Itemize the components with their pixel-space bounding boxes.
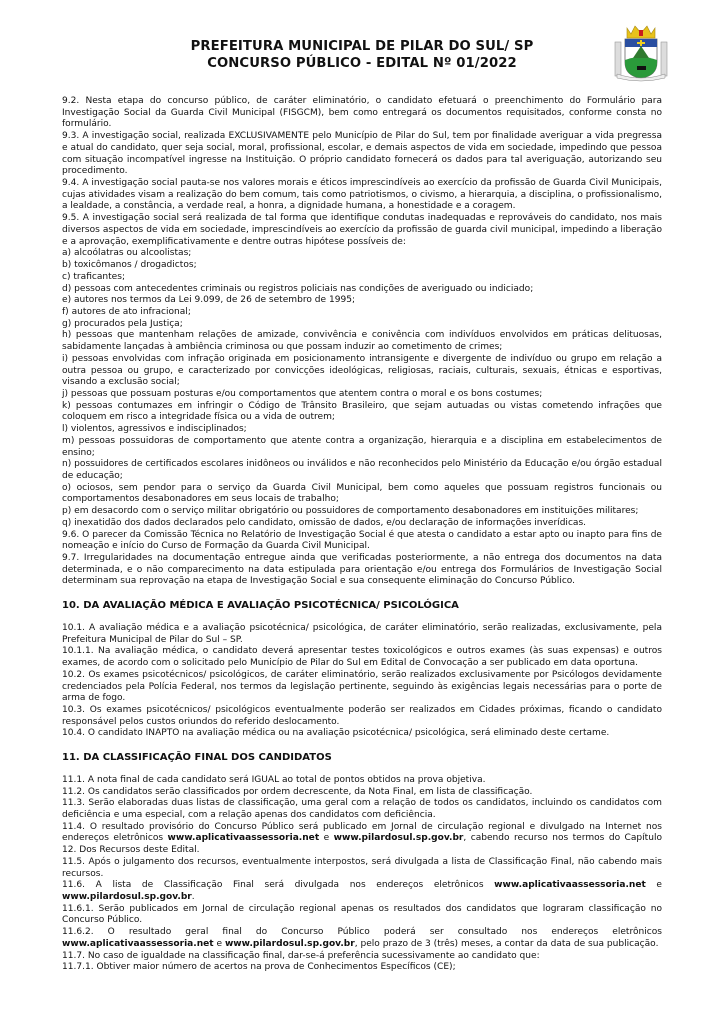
header-title-line2: CONCURSO PÚBLICO - EDITAL Nº 01/2022 (207, 56, 517, 71)
clause-11-6-2-text-a: 11.6.2. O resultado geral final do Concurso Público poderá ser consultado nos endereços eletrônicos (62, 927, 662, 938)
coat-of-arms-logo (613, 24, 669, 82)
list-item: i) pessoas envolvidas com infração originada em posicionamento intransigente e divergente de indivíduo ou grupo em relação a outra pessoa ou grupo, e caracterizado por convicções ideológicas, religiosas, raciais, culturais, sexuais, étnicas e esportivas, visando a exclusão social; (62, 353, 662, 388)
link-aplicativa[interactable]: www.aplicativaassessoria.net (62, 938, 214, 949)
clause-11-5: 11.5. Após o julgamento dos recursos, eventualmente interpostos, será divulgada a lista de Classificação Final, não cabendo mais recursos. (62, 856, 662, 879)
clause-10-4: 10.4. O candidato INAPTO na avaliação médica ou na avaliação psicotécnica/ psicológica, será eliminado deste certame. (62, 728, 610, 739)
clause-9-2: 9.2. Nesta etapa do concurso público, de caráter eliminatório, o candidato efetuará o preenchimento do Formulário para Investigação Social da Guarda Civil Municipal (FISGCM), bem como entregará os documentos requisitados, conforme consta no formulário. (62, 96, 662, 130)
list-item: q) inexatidão dos dados declarados pelo candidato, omissão de dados, e/ou declaração de informações inverídicas. (62, 517, 587, 528)
clause-9-6: 9.6. O parecer da Comissão Técnica no Relatório de Investigação Social é que atesta o candidato a estar apto ou inapto para fins de nomeação e início do Curso de Formação da Guarda Civil Municipal. (62, 529, 662, 552)
clause-9-4: 9.4. A investigação social pauta-se nos valores morais e éticos imprescindíveis ao exercício da profissão de Guarda Civil Municipais, cujas atividades visam a realização do bem comum, tais como patriotismos, o civismo, a hierarquia, a disciplina, o profissionalismo, a lealdade, a constância, a verdade real, a honra, a dignidade humana, a honestidade e a coragem. (62, 178, 662, 212)
clause-10-3: 10.3. Os exames psicotécnicos/ psicológicos eventualmente poderão ser realizados em Cidades próximas, ficando o candidato responsável pelos custos oriundos do referido deslocamento. (62, 704, 662, 727)
section-11-heading: 11. DA CLASSIFICAÇÃO FINAL DOS CANDIDATOS (62, 752, 332, 764)
clause-10-2: 10.2. Os exames psicotécnicos/ psicológicos, de caráter eliminatório, serão realizados exclusivamente por Psicólogos devidamente credenciados pela Polícia Federal, nos termos da legislação pertinente, seguindo às exigências legais necessárias para o porte de arma de fogo. (62, 669, 662, 704)
list-item: a) alcoólatras ou alcoolistas; (62, 248, 192, 259)
list-item: p) em desacordo com o serviço militar obrigatório ou possuidores de comportamento desabonadores em instituições militares; (62, 506, 639, 517)
link-aplicativa[interactable]: www.aplicativaassessoria.net (167, 833, 320, 844)
clause-11-6-2 (62, 927, 662, 950)
clause-11-4-text-b: , cabendo recurso nos termos do Capítulo 12. Dos Recursos deste Edital. (62, 833, 662, 856)
clause-9-3: 9.3. A investigação social, realizada EXCLUSIVAMENTE pelo Município de Pilar do Sul, tem por finalidade averiguar a vida pregressa e atual do candidato, quer seja social, moral, profissional, escolar, e demais aspectos de vida em sociedade, impedindo que pessoa com situação incompatível ingresse na Instituição. O próprio candidato fornecerá os dados para tal averiguação, autorizando seu procedimento. (62, 131, 662, 177)
clause-10-1-1: 10.1.1. Na avaliação médica, o candidato deverá apresentar testes toxicológicos e outros exames (às suas expensas) e outros exames, de acordo com o solicitado pelo Município de Pilar do Sul em Edital de Convocação a ser publicado em data oportuna. (62, 646, 662, 669)
clause-11-7: 11.7. No caso de igualdade na classificação final, dar-se-á preferência sucessivamente ao candidato que: (62, 950, 540, 961)
clause-11-7-1: 11.7.1. Obtiver maior número de acertos na prova de Conhecimentos Específicos (CE); (62, 962, 456, 973)
link-pilardosul[interactable]: www.pilardosul.sp.gov.br (62, 892, 192, 902)
conjunction: e (213, 938, 225, 949)
clause-10-1: 10.1. A avaliação médica e a avaliação psicotécnica/ psicológica, de caráter eliminatório, serão realizadas, exclusivamente, pela Prefeitura Municipal de Pilar do Sul – SP. (62, 622, 662, 645)
clause-11-6-text-a: 11.6. A lista de Classificação Final será divulgada nos endereços eletrônicos (62, 880, 495, 891)
clause-11-1: 11.1. A nota final de cada candidato será IGUAL ao total de pontos obtidos na prova objetiva. (62, 774, 486, 785)
clause-9-5: 9.5. A investigação social será realizada de tal forma que identifique condutas inadequadas e reprováveis do candidato, nos mais diversos aspectos de vida em sociedade, imprescindíveis ao exercício da profissão de guarda civil municipal, impedindo a liberação e a aprovação, exemplificativamente e dentre outras hipótese possíveis de: (62, 213, 662, 247)
clause-11-3: 11.3. Serão elaboradas duas listas de classificação, uma geral com a relação de todos os candidatos, incluindo os candidatos com deficiência e uma especial, com a relação apenas dos candidatos com deficiência. (62, 798, 662, 820)
clause-11-6-2-text-b: , pelo prazo de 3 (três) meses, a contar da data de sua publicação. (354, 938, 659, 949)
list-item: j) pessoas que possuam posturas e/ou comportamentos que atentem contra o moral e os bons costumes; (62, 388, 543, 399)
clause-11-2: 11.2. Os candidatos serão classificados por ordem decrescente, da Nota Final, em lista de classificação. (62, 786, 533, 797)
clause-9-7: 9.7. Irregularidades na documentação entregue ainda que verificadas posteriormente, a não entrega dos documentos na data determinada, e o não comparecimento na data estipulada para orientação e/ou entrega dos Formulários de Investigação Social determinam sua reprovação na etapa de Investigação Social e sua consequente eliminação do Concurso Público. (62, 553, 662, 587)
list-item: d) pessoas com antecedentes criminais ou registros policiais nas condições de averiguado ou indiciado; (62, 283, 534, 294)
link-pilardosul[interactable]: www.pilardosul.sp.gov.br (333, 833, 464, 844)
link-pilardosul[interactable]: www.pilardosul.sp.gov.br (224, 938, 355, 949)
list-item: f) autores de ato infracional; (62, 306, 191, 317)
clause-11-6-text-b: . (191, 892, 195, 902)
clause-11-4 (62, 822, 662, 857)
section-10-heading: 10. DA AVALIAÇÃO MÉDICA E AVALIAÇÃO PSICOTÉCNICA/ PSICOLÓGICA (62, 600, 459, 612)
header-title-line1: PREFEITURA MUNICIPAL DE PILAR DO SUL/ SP (190, 39, 534, 54)
list-item: b) toxicômanos / drogadictos; (62, 260, 197, 271)
conjunction: e (645, 880, 662, 891)
list-item: g) procurados pela Justiça; (62, 318, 183, 329)
list-item: o) ociosos, sem pendor para o serviço da Guarda Civil Municipal, bem como aqueles que possuam registros funcionais ou comportamentos desabonadores em seus locais de trabalho; (62, 482, 662, 505)
clause-11-6-1: 11.6.1. Serão publicados em Jornal de circulação regional apenas os resultados dos candidatos que lograram classificação no Concurso Público. (62, 903, 662, 926)
conjunction: e (319, 833, 334, 844)
list-item: m) pessoas possuidoras de comportamento que atente contra a organização, hierarquia e a disciplina em estabelecimentos de ensino; (62, 435, 662, 458)
link-aplicativa[interactable]: www.aplicativaassessoria.net (494, 880, 646, 891)
clause-11-4-text-a: 11.4. O resultado provisório do Concurso Público será publicado em Jornal de circulação regional e divulgado na Internet nos endereços eletrônicos (62, 821, 662, 844)
clause-11-6 (62, 880, 662, 903)
list-item: n) possuidores de certificados escolares inidôneos ou inválidos e não reconhecidos pelo Ministério da Educação e/ou órgão estadual de educação; (62, 459, 662, 481)
list-item: e) autores nos termos da Lei 9.099, de 26 de setembro de 1995; (62, 295, 356, 306)
list-item: c) traficantes; (62, 271, 126, 282)
list-item: h) pessoas que mantenham relações de amizade, convivência e conivência com indivíduos envolvidos em práticas delituosas, sabidamente lançadas à ambiência criminosa ou que possam induzir ao cometimento de crimes; (62, 330, 662, 353)
document-body (62, 96, 662, 974)
list-item: k) pessoas contumazes em infringir o Código de Trânsito Brasileiro, que sejam autuadas ou vistas cometendo infrações que coloquem em risco a integridade física ou a vida de outrem; (62, 400, 662, 423)
list-item: l) violentos, agressivos e indisciplinados; (62, 424, 247, 435)
